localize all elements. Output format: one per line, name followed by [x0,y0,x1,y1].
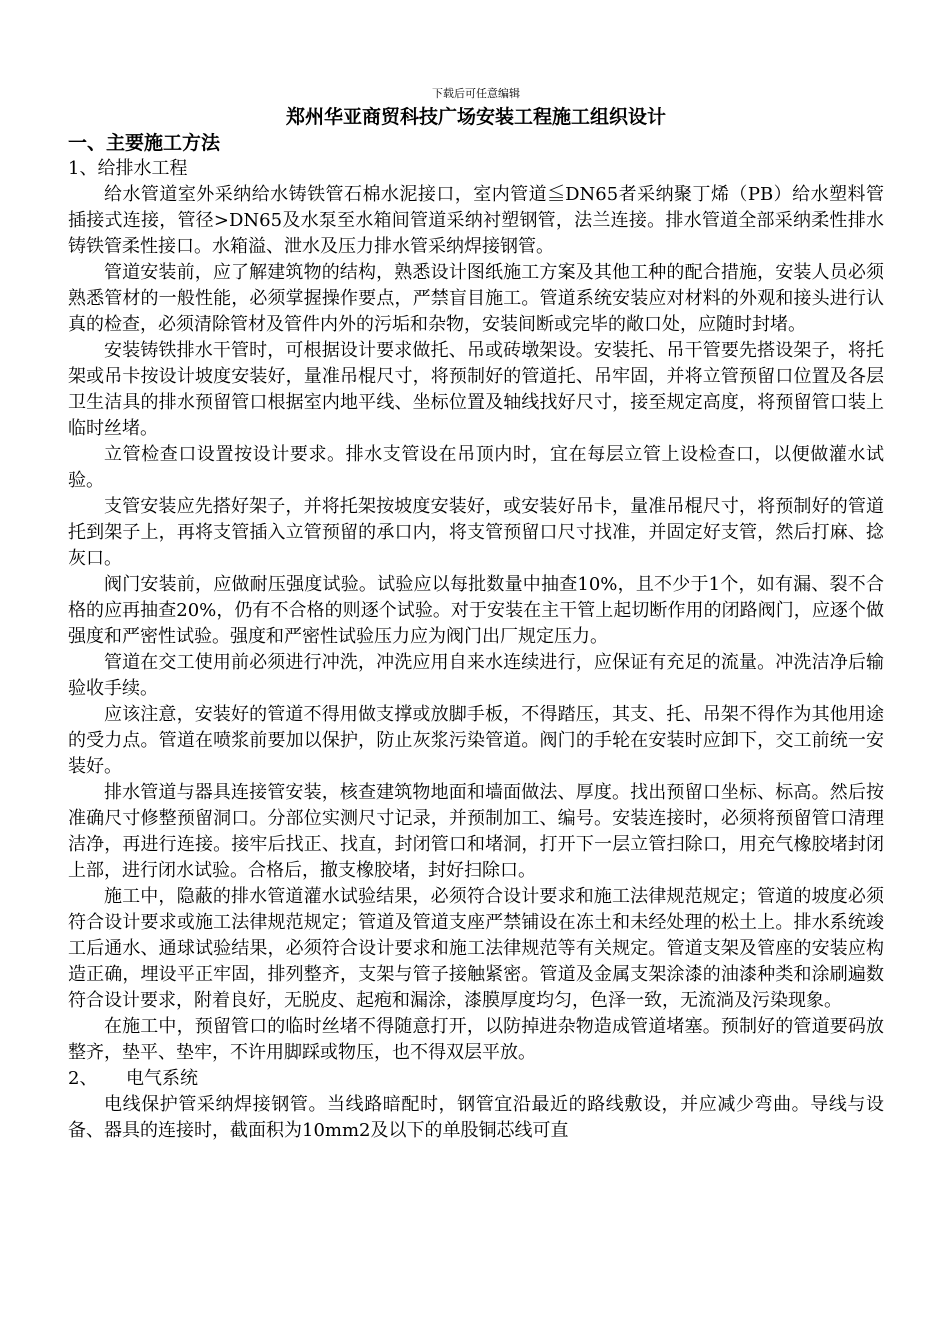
paragraph: 给水管道室外采纳给水铸铁管石棉水泥接口，室内管道≦DN65者采纳聚丁烯（PB）给水塑料管插接式连接，管径>DN65及水泵至水箱间管道采纳衬塑钢管，法兰连接。排水管道全部采纳柔性排水铸铁管柔性接口。水箱溢、泄水及压力排水管采纳焊接钢管。 [68,184,884,257]
document-title: 郑州华亚商贸科技广场安装工程施工组织设计 [285,106,666,128]
paragraph: 应该注意，安装好的管道不得用做支撑或放脚手板，不得踏压，其支、托、吊架不得作为其他用途的受力点。管道在喷浆前要加以保护，防止灰浆污染管道。阀门的手轮在安装时应卸下，交工前统一安装好。 [68,704,884,777]
paragraph: 立管检查口设置按设计要求。排水支管设在吊顶内时，宜在每层立管上设检查口，以便做灌水试验。 [68,444,884,491]
section-heading-main-methods: 一、主要施工方法 [68,132,221,154]
document-page [68,86,884,1144]
paragraph: 管道安装前，应了解建筑物的结构，熟悉设计图纸施工方案及其他工种的配合措施，安装人员必须熟悉管材的一般性能，必须掌握操作要点，严禁盲目施工。管道系统安装应对材料的外观和接头进行认真的检查，必须清除管材及管件内外的污垢和杂物，安装间断或完毕的敞口处，应随时封堵。 [68,262,884,335]
header-note: 下载后可任意编辑 [432,87,520,100]
paragraph: 支管安装应先搭好架子，并将托架按坡度安装好，或安装好吊卡，量准吊棍尺寸，将预制好的管道托到架子上，再将支管插入立管预留的承口内，将支管预留口尺寸找准，并固定好支管，然后打麻、捻灰口。 [68,496,884,569]
paragraph: 安装铸铁排水干管时，可根据设计要求做托、吊或砖墩架设。安装托、吊干管要先搭设架子，将托架或吊卡按设计坡度安装好，量准吊棍尺寸，将预制好的管道托、吊牢固，并将立管预留口位置及各层卫生洁具的排水预留管口根据室内地平线、坐标位置及轴线找好尺寸，接至规定高度，将预留管口装上临时丝堵。 [68,340,884,439]
paragraph: 阀门安装前，应做耐压强度试验。试验应以每批数量中抽查10%，且不少于1个，如有漏、裂不合格的应再抽查20%，仍有不合格的则逐个试验。对于安装在主干管上起切断作用的闭路阀门，应逐个做强度和严密性试验。强度和严密性试验压力应为阀门出厂规定压力。 [68,574,884,647]
subsection-heading-electrical [68,1066,884,1092]
subsection-number: 2、 [68,1068,98,1089]
paragraph: 施工中，隐蔽的排水管道灌水试验结果，必须符合设计要求和施工法律规范规定；管道的坡度必须符合设计要求或施工法律规范规定；管道及管道支座严禁铺设在冻土和未经处理的松土上。排水系统竣工后通水、通球试验结果，必须符合设计要求和施工法律规范等有关规定。管道支架及管座的安装应构造正确，埋设平正牢固，排列整齐，支架与管子接触紧密。管道及金属支架涂漆的油漆种类和涂刷遍数符合设计要求，附着良好，无脱皮、起疱和漏涂，漆膜厚度均匀，色泽一致，无流淌及污染现象。 [68,886,884,1011]
subsection-title: 电气系统 [126,1068,198,1089]
paragraph: 管道在交工使用前必须进行冲洗，冲洗应用自来水连续进行，应保证有充足的流量。冲洗洁净后输验收手续。 [68,652,884,699]
paragraph: 排水管道与器具连接管安装，核查建筑物地面和墙面做法、厚度。找出预留口坐标、标高。然后按准确尺寸修整预留洞口。分部位实测尺寸记录，并预制加工、编号。安装连接时，必须将预留管口清理洁净，再进行连接。接牢后找正、找直，封闭管口和堵洞，打开下一层立管扫除口，用充气橡胶堵封闭上部，进行闭水试验。合格后，撤支橡胶堵，封好扫除口。 [68,782,884,881]
subsection-heading-water: 1、给排水工程 [68,158,188,179]
paragraph: 在施工中，预留管口的临时丝堵不得随意打开，以防掉进杂物造成管道堵塞。预制好的管道要码放整齐，垫平、垫牢，不许用脚踩或物压，也不得双层平放。 [68,1016,884,1063]
paragraph: 电线保护管采纳焊接钢管。当线路暗配时，钢管宜沿最近的路线敷设，并应减少弯曲。导线与设备、器具的连接时，截面积为10mm2及以下的单股铜芯线可直 [68,1094,884,1141]
